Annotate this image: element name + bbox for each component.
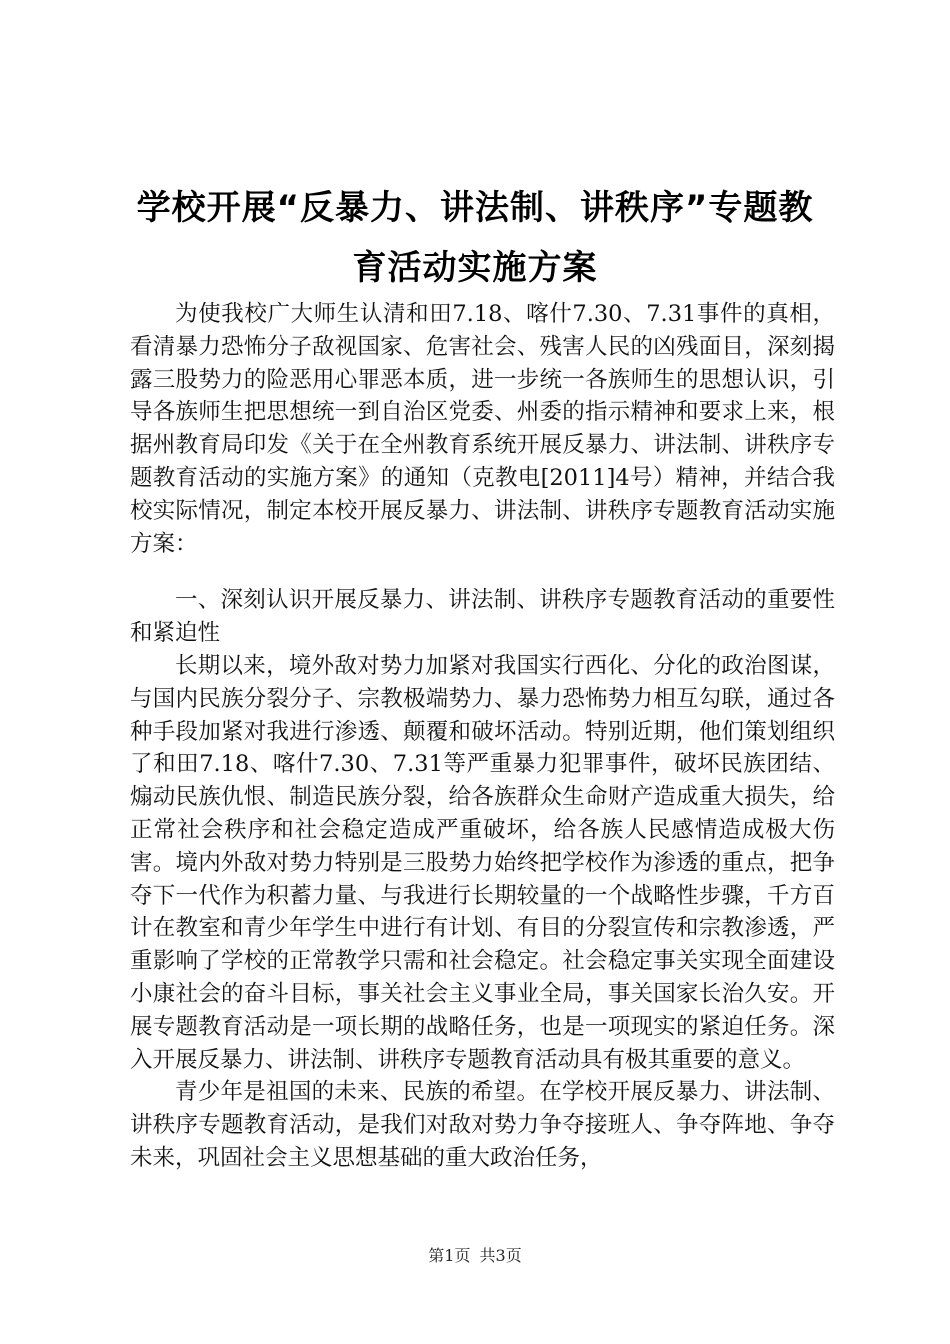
page-total: 共3页 [479,1246,522,1265]
paragraph-intro: 为使我校广大师生认清和田7.18、喀什7.30、7.31事件的真相，看清暴力恐怖分子敌视国家、危害社会、残害人民的凶残面目，深刻揭露三股势力的险恶用心罪恶本质，进一步统一各族师生的思想认识，引导各族师生把思想统一到自治区党委、州委的指示精神和要求上来，根据州教育局印发《关于在全州教育系统开展反暴力、讲法制、讲秩序专题教育活动的实施方案》的通知（克教电[2011]4号）精神，并结合我校实际情况，制定本校开展反暴力、讲法制、讲秩序专题教育活动实施方案： [130,301,835,557]
document-body [130,298,835,1175]
paragraph-background: 长期以来，境外敌对势力加紧对我国实行西化、分化的政治图谋，与国内民族分裂分子、宗教极端势力、暴力恐怖势力相互勾联，通过各种手段加紧对我进行渗透、颠覆和破坏活动。特别近期，他们策划组织了和田7.18、喀什7.30、7.31等严重暴力犯罪事件，破坏民族团结、煽动民族仇恨、制造民族分裂，给各族群众生命财产造成重大损失，给正常社会秩序和社会稳定造成严重破坏，给各族人民感情造成极大伤害。境内外敌对势力特别是三股势力始终把学校作为渗透的重点，把争夺下一代作为积蓄力量、与我进行长期较量的一个战略性步骤，千方百计在教室和青少年学生中进行有计划、有目的分裂宣传和宗教渗透，严重影响了学校的正常教学只需和社会稳定。社会稳定事关实现全面建设小康社会的奋斗目标，事关社会主义事业全局，事关国家长治久安。开展专题教育活动是一项长期的战略任务，也是一项现实的紧迫任务。深入开展反暴力、讲法制、讲秩序专题教育活动具有极其重要的意义。 [130,652,835,1073]
paragraph-youth: 青少年是祖国的未来、民族的希望。在学校开展反暴力、讲法制、讲秩序专题教育活动，是我们对敌对势力争夺接班人、争夺阵地、争夺未来，巩固社会主义思想基础的重大政治任务， [130,1079,835,1171]
document-title-line-2: 育活动实施方案 [352,248,598,288]
document-title-line-1: 学校开展“反暴力、讲法制、讲秩序”专题教 [136,188,814,228]
section-heading-1: 一、深刻认识开展反暴力、讲法制、讲秩序专题教育活动的重要性和紧迫性 [130,587,835,647]
page-footer [0,1243,950,1266]
page-number: 第1页 [428,1246,471,1265]
